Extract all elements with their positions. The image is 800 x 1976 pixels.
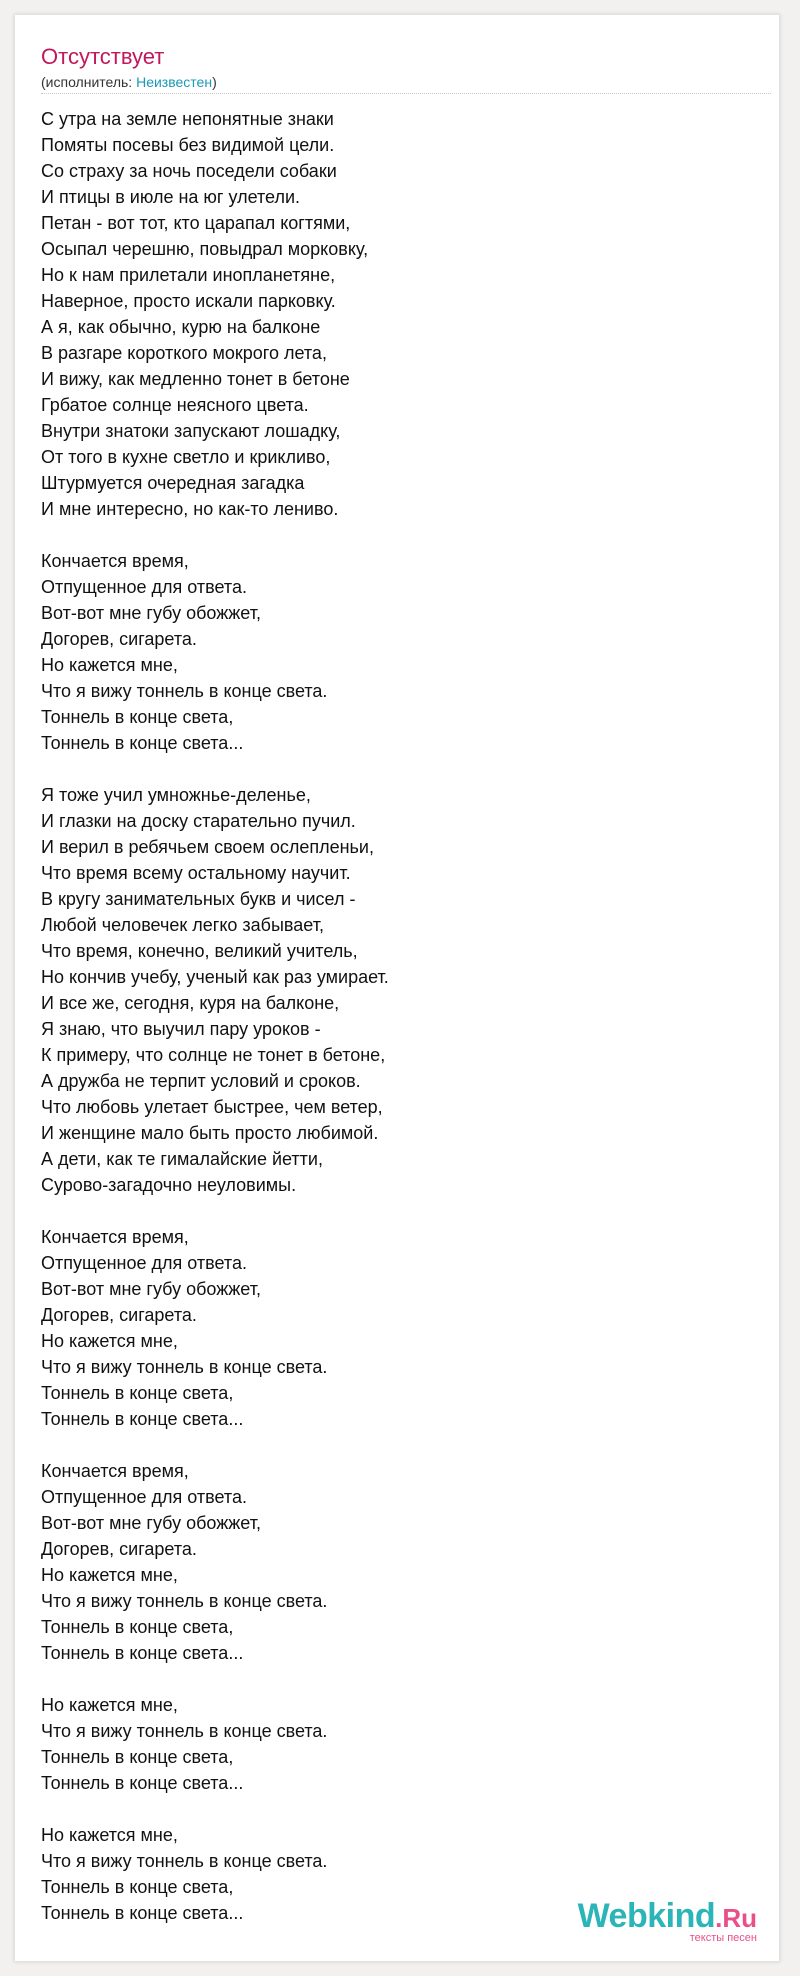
lyrics-line: Кончается время, <box>41 1227 189 1247</box>
logo-tld: .Ru <box>715 1903 757 1933</box>
artist-link[interactable]: Неизвестен <box>136 74 213 90</box>
lyrics-line: Тоннель в конце света, <box>41 707 234 727</box>
lyrics-line: И птицы в июле на юг улетели. <box>41 187 301 207</box>
lyrics-line: Отпущенное для ответа. <box>41 1253 247 1273</box>
lyrics-stanza <box>41 1692 761 1796</box>
logo-name: Webkind <box>577 1897 716 1935</box>
lyrics-line: И женщине мало быть просто любимой. <box>41 1123 379 1143</box>
lyrics-stanza <box>41 782 761 1198</box>
logo-tagline: тексты песен <box>689 1932 757 1944</box>
lyrics-line: Но кажется мне, <box>41 1565 178 1585</box>
lyrics-stanza <box>41 1224 761 1432</box>
lyrics-line: И глазки на доску старательно пучил. <box>41 811 356 831</box>
lyrics-line: А дети, как те гималайские йетти, <box>41 1149 323 1169</box>
artist-line <box>41 73 217 91</box>
lyrics-card <box>14 14 780 1962</box>
artist-prefix: (исполнитель: <box>41 74 137 90</box>
lyrics-line: Но кажется мне, <box>41 655 178 675</box>
lyrics-line: Тоннель в конце света, <box>41 1747 234 1767</box>
lyrics-line: Отпущенное для ответа. <box>41 577 247 597</box>
lyrics-line: Кончается время, <box>41 551 189 571</box>
lyrics-stanza <box>41 106 761 522</box>
lyrics-body <box>41 106 761 1952</box>
lyrics-line: К примеру, что солнце не тонет в бетоне, <box>41 1045 386 1065</box>
lyrics-line: Тоннель в конце света... <box>41 733 244 753</box>
lyrics-line: В кругу занимательных букв и чисел - <box>41 889 356 909</box>
lyrics-line: Но кажется мне, <box>41 1825 178 1845</box>
lyrics-line: Отпущенное для ответа. <box>41 1487 247 1507</box>
lyrics-line: А дружба не терпит условий и сроков. <box>41 1071 361 1091</box>
artist-suffix: ) <box>212 74 217 90</box>
lyrics-line: Догорев, сигарета. <box>41 629 197 649</box>
lyrics-line: В разгаре короткого мокрого лета, <box>41 343 327 363</box>
lyrics-line: Грбатое солнце неясного цвета. <box>41 395 309 415</box>
lyrics-line: От того в кухне светло и крикливо, <box>41 447 331 467</box>
lyrics-line: Но к нам прилетали инопланетяне, <box>41 265 336 285</box>
lyrics-line: Я знаю, что выучил пару уроков - <box>41 1019 321 1039</box>
lyrics-line: Но кажется мне, <box>41 1331 178 1351</box>
title-divider <box>41 93 771 94</box>
lyrics-line: Штурмуется очередная загадка <box>41 473 305 493</box>
lyrics-line: Петан - вот тот, кто царапал когтями, <box>41 213 351 233</box>
lyrics-line: Я тоже учил умножнье-деленье, <box>41 785 311 805</box>
lyrics-line: И верил в ребячьем своем ослепленьи, <box>41 837 374 857</box>
lyrics-line: Внутри знатоки запускают лошадку, <box>41 421 341 441</box>
lyrics-line: Что я вижу тоннель в конце света. <box>41 681 328 701</box>
lyrics-line: Но кажется мне, <box>41 1695 178 1715</box>
lyrics-line: Что я вижу тоннель в конце света. <box>41 1721 328 1741</box>
lyrics-line: Что любовь улетает быстрее, чем ветер, <box>41 1097 383 1117</box>
lyrics-line: Кончается время, <box>41 1461 189 1481</box>
site-logo[interactable] <box>577 1897 757 1944</box>
lyrics-line: Что я вижу тоннель в конце света. <box>41 1591 328 1611</box>
lyrics-line: Помяты посевы без видимой цели. <box>41 135 335 155</box>
lyrics-line: Тоннель в конце света, <box>41 1877 234 1897</box>
lyrics-line: Тоннель в конце света... <box>41 1903 244 1923</box>
lyrics-stanza <box>41 548 761 756</box>
lyrics-line: Но кончив учебу, ученый как раз умирает. <box>41 967 389 987</box>
lyrics-line: Тоннель в конце света... <box>41 1773 244 1793</box>
lyrics-line: Любой человечек легко забывает, <box>41 915 324 935</box>
lyrics-line: И все же, сегодня, куря на балконе, <box>41 993 340 1013</box>
lyrics-line: Что я вижу тоннель в конце света. <box>41 1357 328 1377</box>
lyrics-line: Тоннель в конце света, <box>41 1617 234 1637</box>
lyrics-line: Вот-вот мне губу обожжет, <box>41 1279 261 1299</box>
lyrics-line: А я, как обычно, курю на балконе <box>41 317 321 337</box>
lyrics-line: Тоннель в конце света, <box>41 1383 234 1403</box>
lyrics-line: Вот-вот мне губу обожжет, <box>41 603 261 623</box>
song-title: Отсутствует <box>41 44 165 69</box>
lyrics-line: Догорев, сигарета. <box>41 1305 197 1325</box>
lyrics-line: Тоннель в конце света... <box>41 1643 244 1663</box>
lyrics-line: С утра на земле непонятные знаки <box>41 109 334 129</box>
lyrics-line: Вот-вот мне губу обожжет, <box>41 1513 261 1533</box>
lyrics-line: Что время всему остальному научит. <box>41 863 351 883</box>
lyrics-line: Сурово-загадочно неуловимы. <box>41 1175 297 1195</box>
lyrics-line: Что я вижу тоннель в конце света. <box>41 1851 328 1871</box>
lyrics-line: Со страху за ночь поседели собаки <box>41 161 337 181</box>
lyrics-line: Осыпал черешню, повыдрал морковку, <box>41 239 369 259</box>
lyrics-line: Догорев, сигарета. <box>41 1539 197 1559</box>
lyrics-line: Тоннель в конце света... <box>41 1409 244 1429</box>
lyrics-line: Наверное, просто искали парковку. <box>41 291 336 311</box>
lyrics-line: И вижу, как медленно тонет в бетоне <box>41 369 350 389</box>
lyrics-line: И мне интересно, но как-то лениво. <box>41 499 339 519</box>
lyrics-stanza <box>41 1458 761 1666</box>
lyrics-line: Что время, конечно, великий учитель, <box>41 941 358 961</box>
